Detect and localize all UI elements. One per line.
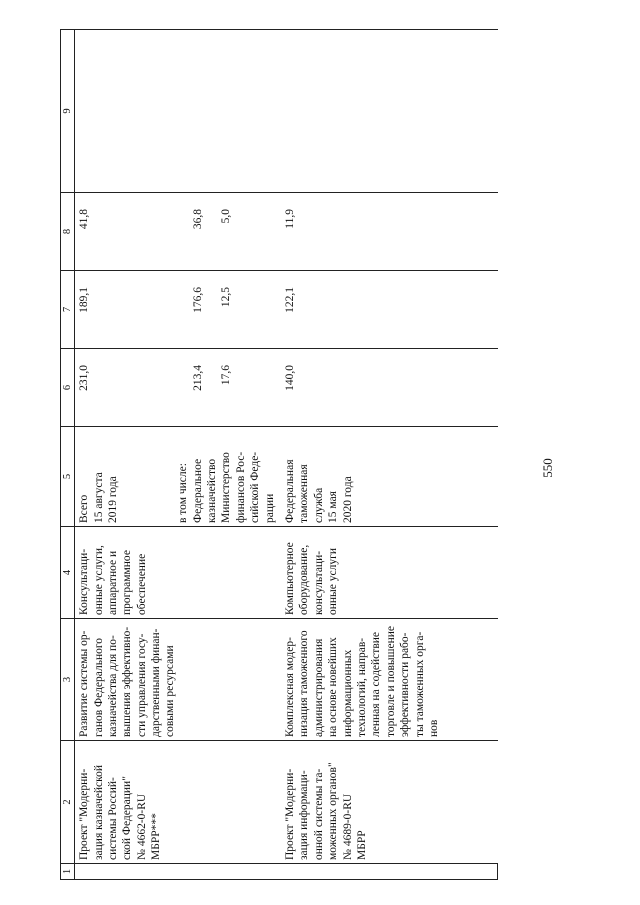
col-number-1: 1 — [61, 864, 75, 880]
project-name-cell: Проект "Модерни- зация казначейской системы Россий- ской Федерации" № 4662-0-RU МБРР*** — [75, 741, 281, 864]
services-cell: Компьютерное оборудование, консультаци- онные услуги — [281, 527, 498, 619]
col-number-7: 7 — [61, 271, 75, 349]
value-col-6: 231,0 213,4 17,6 — [75, 349, 281, 427]
value-col-7: 189,1 176,6 12,5 — [75, 271, 281, 349]
project-goal-cell: Комплексная модер- низация таможенного администрирования на основе новейших информационных технологий, направ- ленная на содействие торговле и повышение эффективности рабо- ты таможенных орга- нов — [281, 619, 498, 741]
loans-table — [60, 29, 498, 880]
cell-empty — [281, 864, 498, 880]
col-number-9: 9 — [61, 30, 75, 193]
value-col-7: 122,1 — [281, 271, 498, 349]
services-cell: Консультаци- онные услуги, аппаратное и программное обеспечение — [75, 527, 281, 619]
col-number-3: 3 — [61, 619, 75, 741]
value-col-9 — [75, 30, 281, 193]
cell-empty — [75, 864, 281, 880]
executor-cell: Всего 15 августа 2019 года в том числе: Федеральное казначейство Министерство финансов Рос- сийской Феде- рации — [75, 427, 281, 527]
table-row — [75, 30, 281, 880]
value-col-9 — [281, 30, 498, 193]
column-number-row — [61, 30, 75, 880]
col-number-2: 2 — [61, 741, 75, 864]
col-number-6: 6 — [61, 349, 75, 427]
project-name-cell: Проект "Модерни- зация информаци- онной системы та- моженных органов" № 4689-0-RU МБРР — [281, 741, 498, 864]
project-goal-cell: Развитие системы ор- ганов Федерального казначейства для по- вышения эффективно- сти управления госу- дарственными финан- совыми ресурсами — [75, 619, 281, 741]
col-number-5: 5 — [61, 427, 75, 527]
value-col-8: 11,9 — [281, 193, 498, 271]
col-number-4: 4 — [61, 527, 75, 619]
executor-cell: Федеральная таможенная служба 15 мая 2020 года — [281, 427, 498, 527]
page-number: 550 — [540, 458, 555, 478]
col-number-8: 8 — [61, 193, 75, 271]
value-col-6: 140,0 — [281, 349, 498, 427]
rotated-table-wrapper — [60, 30, 580, 880]
value-col-8: 41,8 36,8 5,0 — [75, 193, 281, 271]
table-row — [281, 30, 498, 880]
